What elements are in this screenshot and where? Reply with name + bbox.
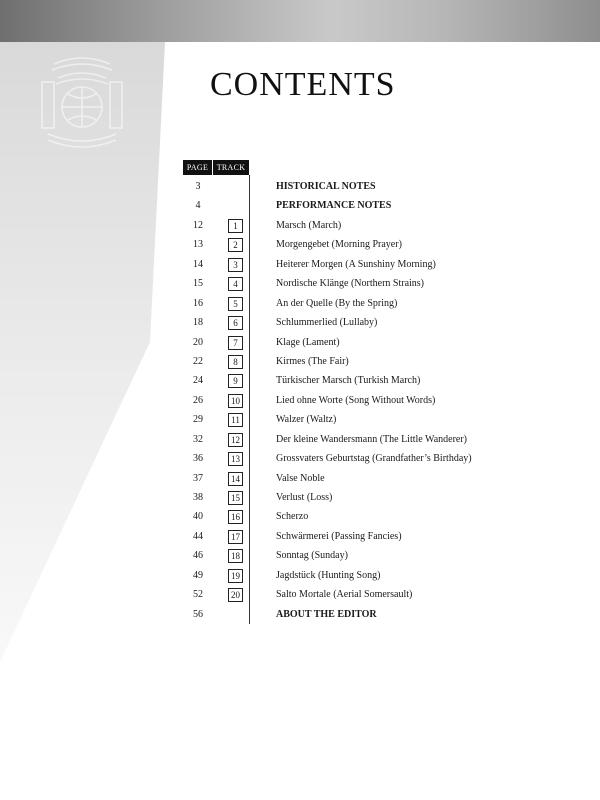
- track-number: 10: [228, 394, 243, 408]
- entry-title: An der Quelle (By the Spring): [276, 297, 398, 309]
- entry-title: Nordische Klänge (Northern Strains): [276, 278, 425, 290]
- page-number: 37: [193, 472, 203, 484]
- track-number: 9: [228, 374, 243, 388]
- track-number: 20: [228, 588, 243, 602]
- track-number: 1: [228, 219, 243, 233]
- contents-row: [180, 508, 580, 527]
- entry-title: Heiterer Morgen (A Sunshiny Morning): [276, 258, 436, 270]
- publisher-crest-icon: [34, 52, 130, 154]
- entry-title: Jagdstück (Hunting Song): [276, 569, 381, 581]
- page-number: 26: [193, 394, 203, 406]
- entry-title: Salto Mortale (Aerial Somersault): [276, 589, 413, 601]
- page-number: 24: [193, 375, 203, 387]
- track-number: 15: [228, 491, 243, 505]
- page-number: 13: [193, 239, 203, 251]
- page-number: 16: [193, 297, 203, 309]
- entry-title: Grossvaters Geburtstag (Grandfather’s Birthday): [276, 453, 472, 465]
- top-gradient-band: [0, 0, 600, 42]
- contents-row: [180, 217, 580, 236]
- track-number: 2: [228, 238, 243, 252]
- contents-row: [180, 392, 580, 411]
- contents-row: [180, 567, 580, 586]
- page-number: 40: [193, 511, 203, 523]
- track-number: 12: [228, 433, 243, 447]
- contents-row: [180, 411, 580, 430]
- contents-row: [180, 586, 580, 605]
- entry-title: Türkischer Marsch (Turkish March): [276, 375, 421, 387]
- page-number: 38: [193, 492, 203, 503]
- track-number: 6: [228, 316, 243, 330]
- page-number: 4: [195, 200, 201, 212]
- contents-row: [180, 295, 580, 314]
- contents-row: [180, 334, 580, 353]
- page-number: 29: [193, 414, 203, 426]
- page-number: 36: [193, 453, 203, 465]
- contents-row: [180, 178, 580, 197]
- entry-title: Kirmes (The Fair): [276, 355, 349, 367]
- page-number: 20: [193, 336, 203, 348]
- contents-row: [180, 450, 580, 469]
- entry-title: Scherzo: [276, 511, 309, 523]
- contents-row: [180, 528, 580, 547]
- entry-title: Valse Noble: [276, 472, 325, 484]
- entry-title: Der kleine Wandersmann (The Little Wanderer): [276, 433, 467, 445]
- entry-title: Morgengebet (Morning Prayer): [276, 239, 402, 251]
- page-number: 49: [193, 569, 203, 581]
- entry-title: Verlust (Loss): [276, 492, 333, 503]
- entry-title: Marsch (March): [276, 219, 342, 231]
- page-number: 52: [193, 589, 203, 601]
- entry-title: Schlummerlied (Lullaby): [276, 317, 378, 329]
- contents-row: [180, 431, 580, 450]
- track-number: 19: [228, 569, 243, 583]
- contents-row: [180, 256, 580, 275]
- track-number: 13: [228, 452, 243, 466]
- entry-title: HISTORICAL NOTES: [276, 181, 376, 192]
- page-number: 3: [195, 181, 201, 192]
- page-number: 12: [193, 219, 203, 231]
- track-number: 8: [228, 355, 243, 369]
- contents-row: [180, 489, 580, 508]
- track-number: 17: [228, 530, 243, 544]
- page-title: CONTENTS: [210, 66, 396, 103]
- track-number: 14: [228, 472, 243, 486]
- contents-row: [180, 353, 580, 372]
- track-number: 4: [228, 277, 243, 291]
- page-number: 44: [193, 530, 203, 542]
- track-column-header: TRACK: [213, 160, 249, 175]
- contents-row: [180, 314, 580, 333]
- entry-title: PERFORMANCE NOTES: [276, 200, 392, 212]
- track-number: 11: [228, 413, 243, 427]
- track-number: 5: [228, 297, 243, 311]
- contents-row: [180, 547, 580, 566]
- track-number: 18: [228, 549, 243, 563]
- entry-title: Walzer (Waltz): [276, 414, 337, 426]
- page-column-header: PAGE: [183, 160, 212, 175]
- contents-row: [180, 606, 580, 625]
- track-number: 16: [228, 510, 243, 524]
- entry-title: Klage (Lament): [276, 336, 340, 348]
- contents-row: [180, 275, 580, 294]
- track-number: 3: [228, 258, 243, 272]
- track-number: 7: [228, 336, 243, 350]
- entry-title: Schwärmerei (Passing Fancies): [276, 530, 402, 542]
- contents-row: [180, 236, 580, 255]
- page-number: 15: [193, 278, 203, 290]
- contents-list: [180, 178, 580, 625]
- contents-row: [180, 197, 580, 216]
- page-number: 14: [193, 258, 203, 270]
- entry-title: ABOUT THE EDITOR: [276, 608, 377, 620]
- page-number: 46: [193, 550, 203, 562]
- contents-row: [180, 372, 580, 391]
- entry-title: Lied ohne Worte (Song Without Words): [276, 394, 436, 406]
- page-number: 22: [193, 355, 203, 367]
- entry-title: Sonntag (Sunday): [276, 550, 348, 562]
- page-number: 56: [193, 608, 203, 620]
- page-number: 32: [193, 433, 203, 445]
- page-number: 18: [193, 317, 203, 329]
- contents-row: [180, 470, 580, 489]
